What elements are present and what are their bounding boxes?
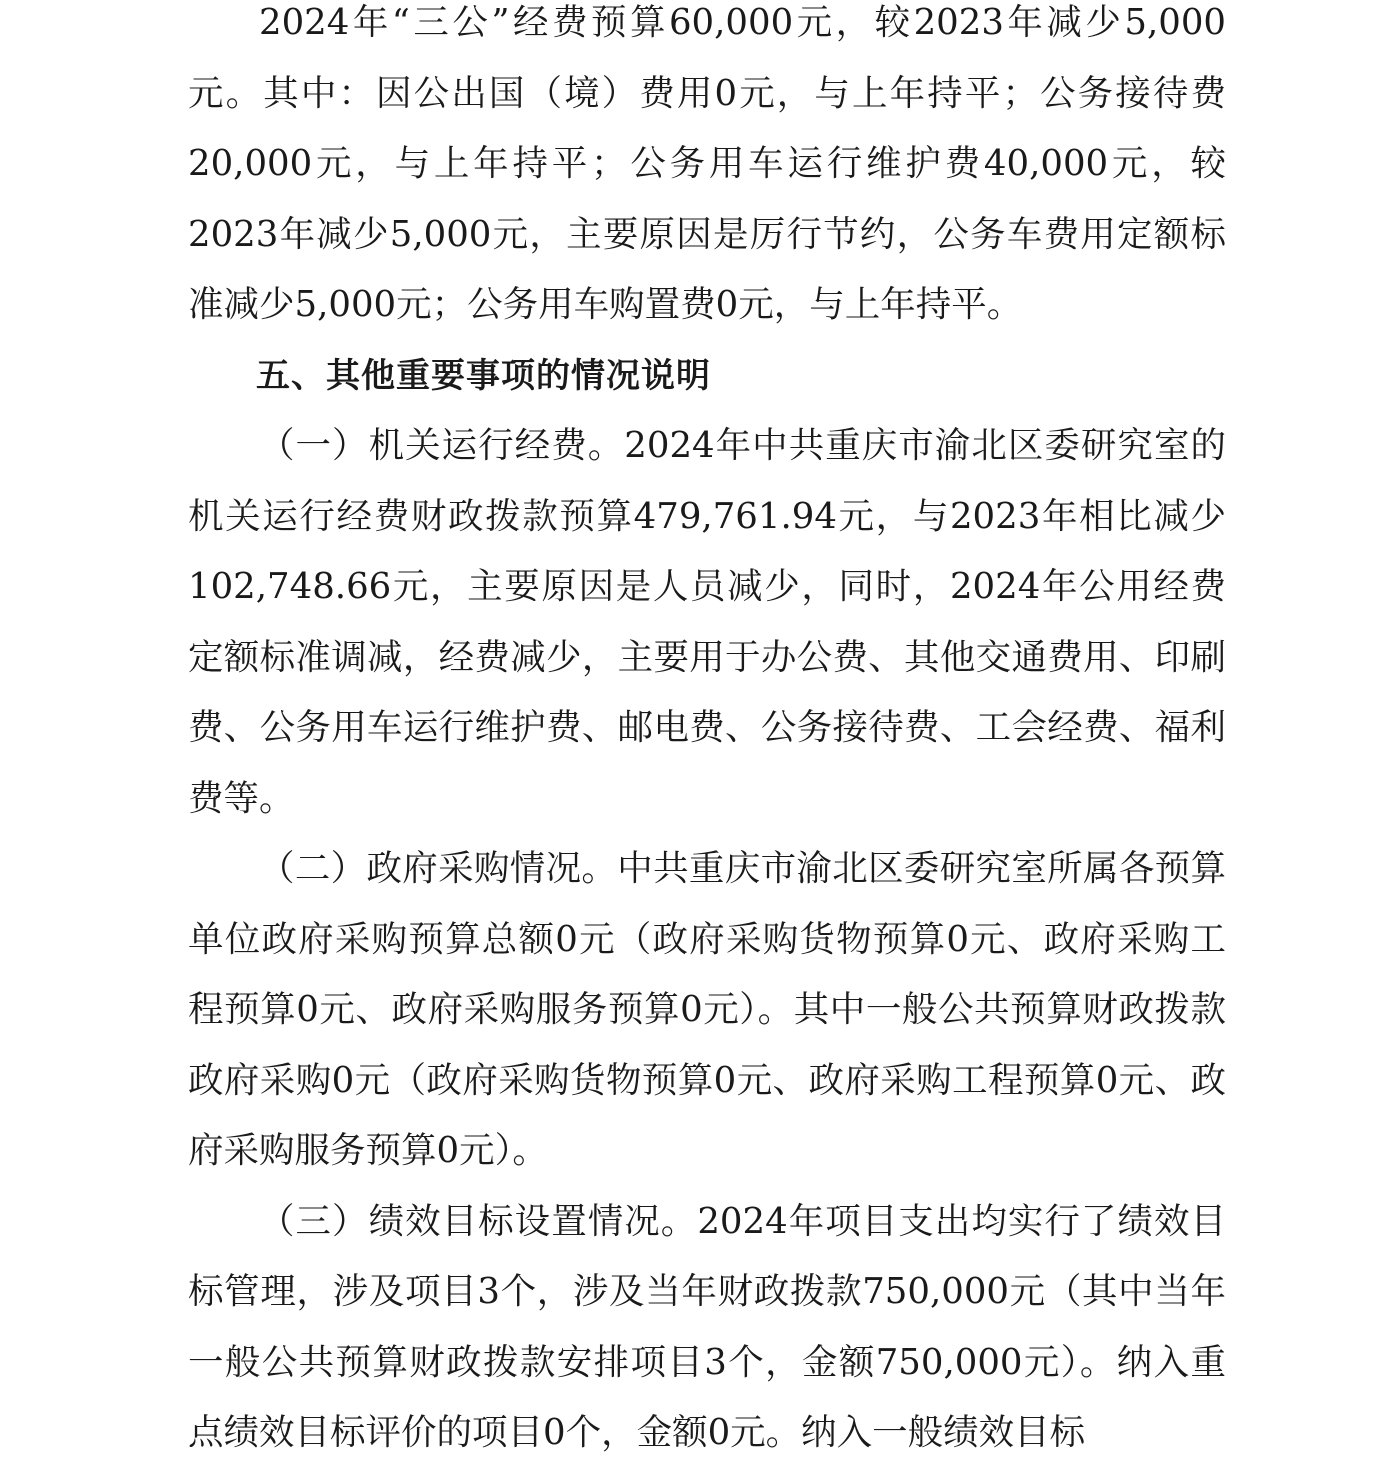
paragraph-three-public-expenses: 2024年“三公”经费预算60,000元，较2023年减少5,000元。其中：因公出国（境）费用0元，与上年持平；公务接待费20,000元，与上年持平；公务用车运行维护费40,000元，较2023年减少5,000元，主要原因是厉行节约，公务车费用定额标准减少5,000元；公务用车购置费0元，与上年持平。 [188, 2, 1226, 325]
document-page [188, 0, 1226, 1469]
paragraph-government-procurement: （二）政府采购情况。中共重庆市渝北区委研究室所属各预算单位政府采购预算总额0元（政府采购货物预算0元、政府采购工程预算0元、政府采购服务预算0元）。其中一般公共预算财政拨款政府采购0元（政府采购货物预算0元、政府采购工程预算0元、政府采购服务预算0元）。 [188, 848, 1226, 1171]
section-heading-other-matters: 五、其他重要事项的情况说明 [256, 355, 711, 396]
paragraph-operating-expenses: （一）机关运行经费。2024年中共重庆市渝北区委研究室的机关运行经费财政拨款预算479,761.94元，与2023年相比减少102,748.66元，主要原因是人员减少，同时，2024年公用经费定额标准调减，经费减少，主要用于办公费、其他交通费用、印刷费、公务用车运行维护费、邮电费、公务接待费、工会经费、福利费等。 [188, 425, 1226, 819]
paragraph-performance-targets: （三）绩效目标设置情况。2024年项目支出均实行了绩效目标管理，涉及项目3个，涉及当年财政拨款750,000元（其中当年一般公共预算财政拨款安排项目3个，金额750,000元）。纳入重点绩效目标评价的项目0个，金额0元。纳入一般绩效目标 [188, 1200, 1226, 1453]
